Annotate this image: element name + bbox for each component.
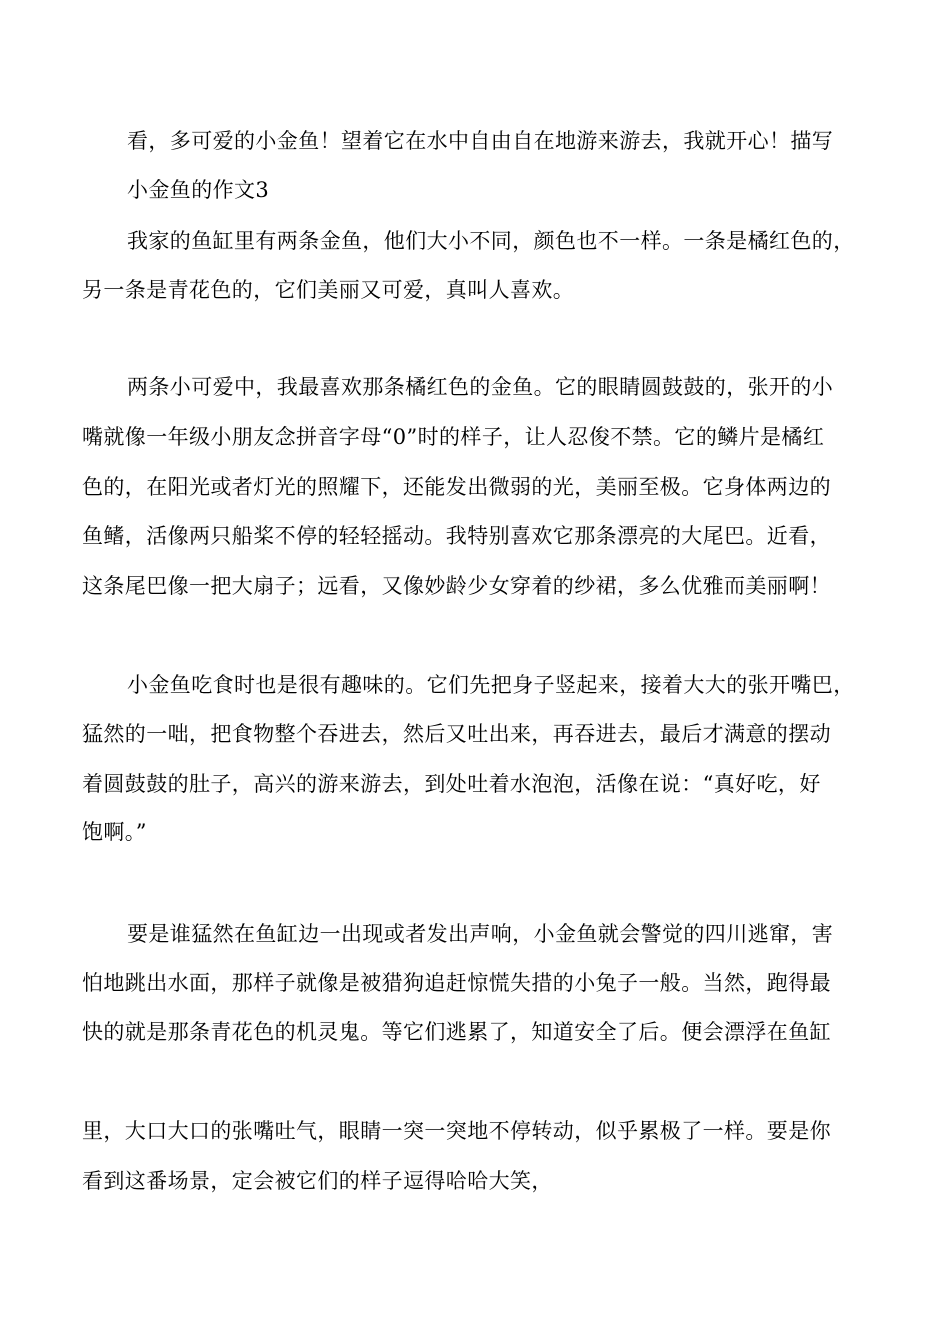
text-line: 嘴就像一年级小朋友念拼音字母“0”时的样子，让人忍俊不禁。它的鳞片是橘红 <box>82 425 825 449</box>
text-line: 我家的鱼缸里有两条金鱼，他们大小不同，颜色也不一样。一条是橘红色的， <box>127 229 855 253</box>
text-line: 饱啊。” <box>82 820 147 844</box>
text-line: 小金鱼吃食时也是很有趣味的。它们先把身子竖起来，接着大大的张开嘴巴， <box>127 673 855 697</box>
text-line: 两条小可爱中，我最喜欢那条橘红色的金鱼。它的眼睛圆鼓鼓的，张开的小 <box>127 375 834 399</box>
text-line: 色的，在阳光或者灯光的照耀下，还能发出微弱的光，美丽至极。它身体两边的 <box>82 475 831 499</box>
text-line: 另一条是青花色的，它们美丽又可爱，真叫人喜欢。 <box>82 278 575 302</box>
text-line: 里，大口大口的张嘴吐气，眼睛一突一突地不停转动，似乎累极了一样。要是你 <box>82 1119 831 1143</box>
text-line: 怕地跳出水面，那样子就像是被猎狗追赶惊慌失措的小兔子一般。当然，跑得最 <box>82 971 831 995</box>
text-line: 着圆鼓鼓的肚子，高兴的游来游去，到处吐着水泡泡，活像在说：“真好吃，好 <box>82 772 821 796</box>
text-line: 这条尾巴像一把大扇子；远看，又像妙龄少女穿着的纱裙，多么优雅而美丽啊！ <box>82 574 831 598</box>
text-line: 猛然的一咄，把食物整个吞进去，然后又吐出来，再吞进去，最后才满意的摆动 <box>82 722 831 746</box>
text-line: 要是谁猛然在鱼缸边一出现或者发出声响，小金鱼就会警觉的四川逃窜，害 <box>127 922 834 946</box>
text-line: 快的就是那条青花色的机灵鬼。等它们逃累了，知道安全了后。便会漂浮在鱼缸 <box>82 1020 831 1044</box>
text-line: 小金鱼的作文3 <box>127 178 270 202</box>
text-line: 看到这番场景，定会被它们的样子逗得哈哈大笑， <box>82 1169 553 1193</box>
text-line: 鱼鳍，活像两只船桨不停的轻轻摇动。我特别喜欢它那条漂亮的大尾巴。近看， <box>82 524 831 548</box>
text-line: 看，多可爱的小金鱼！望着它在水中自由自在地游来游去，我就开心！描写 <box>127 129 834 153</box>
